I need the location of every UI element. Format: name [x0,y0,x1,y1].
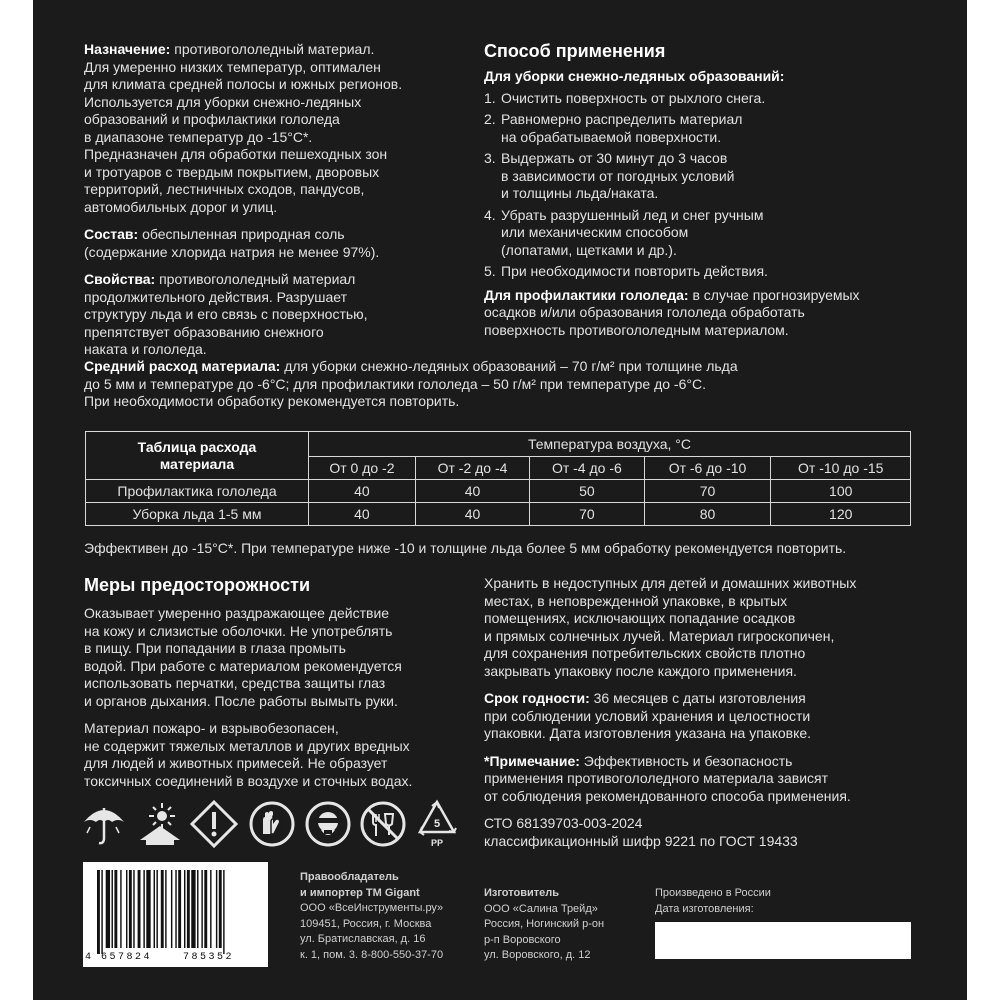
composition-line: обеспыленная природная соль [142,226,345,242]
table-column-header: От 0 до -2 [309,457,416,480]
barcode-bar [126,870,127,948]
rightholder-line: 109451, Россия, г. Москва [300,917,432,930]
barcode-bar [97,870,100,954]
table-cell: 70 [530,503,644,526]
precautions-line: Материал пожаро- и взрывобезопасен, [84,720,339,736]
precautions-line: для людей и животных примесей. Не образует [84,755,388,771]
purpose-line: в диапазоне температур до -15°C*. [84,128,313,145]
composition-label: Состав: [84,226,139,242]
barcode-bar [143,870,144,948]
purpose-line: Используется для уборки снежно-ледяных [84,93,362,110]
step-number: 1. [484,89,496,106]
step-line: Равномерно распределить материал [501,111,743,127]
purpose-block [84,41,464,216]
method-step [484,207,924,260]
table-cell: 50 [530,480,644,503]
standard-line: СТО 68139703-003-2024 [484,815,643,831]
prevention-label: Для профилактики гололеда: [484,286,689,303]
step-number: 2. [484,111,496,127]
barcode-bar [204,870,207,948]
shelf-life-para [484,690,924,743]
manufacturer-label: Изготовитель [484,887,559,899]
consumption-block [84,358,924,421]
precautions-para [84,720,464,790]
step-line: (лопатами, щетками и др.). [501,241,677,258]
origin-block [655,886,915,917]
step-line: и толщины льда/наката. [501,185,659,201]
table-row [86,503,911,526]
purpose-line: территорий, лестничных сходов, пандусов, [84,181,365,197]
manufacture-date-label: Дата изготовления: [655,902,754,915]
storage-line: закрывать упаковку после каждого применения. [484,662,797,679]
barcode-bar [191,870,195,948]
barcode-bar [120,870,121,948]
manufacturer-block [484,886,634,964]
purpose-line: противогололедный материал. [174,41,375,57]
rightholder-line: к. 1, пом. 3. 8-800-550-37-70 [300,948,444,961]
precautions-line: использовать перчатки, средства защиты глаз [84,675,386,691]
precautions-line: в пищу. При попадании в глаза промыть [84,640,346,656]
no-food-icon [359,800,407,848]
properties-block [84,271,464,359]
origin-line: Произведено в России [655,887,771,899]
purpose-line: и тротуаров с твердым покрытием, дворовых [84,163,380,180]
table-row [86,480,911,503]
barcode-bar [138,870,141,948]
step-line: При необходимости повторить действия. [501,263,768,279]
barcode-bar [154,870,155,948]
table-column-header: От -6 до -10 [644,457,771,480]
table-corner [86,432,309,480]
method-step [484,111,924,146]
barcode [83,862,268,967]
rightholder-label: и импортер ТМ Gigant [300,886,420,899]
barcode-bar [106,870,110,948]
gloves-icon [248,800,296,848]
prevention-line: осадков и/или образования гололеда обработать [484,304,805,320]
barcode-bar [216,870,217,948]
storage-para [484,575,924,680]
storage-line: и прямых солнечных лучей. Материал гигроскопичен, [484,627,835,644]
barcode-bar [210,870,211,948]
consumption-line: При необходимости обработку рекомендуется повторить. [84,393,460,409]
step-line: Убрать разрушенный лед и снег ручным [501,206,764,223]
properties-label: Свойства: [84,271,156,287]
consumption-table-wrap [85,431,911,526]
shelf-line: упаковки. Дата изготовления указана на упаковке. [484,725,812,741]
step-line: в зависимости от погодных условий [501,167,735,184]
table-corner-line: материала [159,455,235,472]
barcode-bar [184,870,185,948]
barcode-digits-left: 657824 [101,952,153,963]
shelf-life-label: Срок годности: [484,690,590,706]
consumption-text [84,358,924,411]
step-line: или механическим способом [501,224,689,240]
table-cell: 40 [309,503,416,526]
method-step [484,150,924,203]
properties-line: структуру льда и его связь с поверхностью, [84,306,368,322]
manufacturer-line: ул. Воровского, д. 12 [484,949,591,961]
barcode-bar [156,870,157,948]
barcode-bar [101,870,102,954]
recycle-number: 5 [433,818,441,830]
precautions-para [84,605,464,710]
shelf-line: при соблюдении условий хранения и целостности [484,707,811,724]
barcode-bar [219,870,222,948]
rightholder-label: Правообладатель [300,871,399,883]
note-line: Эффективность и безопасность [583,752,793,769]
barcode-bar [133,870,134,948]
manufacturer-line: Россия, Ногинский р-он [484,918,605,930]
step-number: 5. [484,263,496,279]
precautions-section [84,574,464,800]
sun-protection-icon [136,800,184,848]
table-column-header: От -4 до -6 [530,457,644,480]
composition-line: (содержание хлорида натрия не менее 97%). [84,243,380,260]
step-line: Выдержать от 30 минут до 3 часов [501,150,728,166]
precautions-line: водой. При работе с материалом рекомендуется [84,657,402,674]
recycle-pp-5-icon [412,798,462,850]
precautions-line: токсичных соединений в воздухе и сточных водах. [84,772,413,789]
manufacturer-line: ООО «Салина Трейд» [484,902,598,915]
barcode-bar [187,870,190,948]
standard-line: классификационный шифр 9221 по ГОСТ 19433 [484,832,798,849]
table-row-label: Уборка льда 1-5 мм [86,503,309,526]
method-section [484,40,924,349]
storage-line: для сохранения потребительских свойств плотно [484,645,806,661]
respirator-icon [304,800,352,848]
barcode-bar [175,870,176,948]
precautions-line: Оказывает умеренно раздражающее действие [84,605,390,621]
barcode-bar [165,870,166,948]
note-line: применения противогололедного материала зависят [484,770,829,786]
table-cell: 100 [771,480,911,503]
rightholder-line: ООО «ВсеИнструменты.ру» [300,902,444,914]
note-para [484,753,924,806]
table-cell: 40 [309,480,416,503]
purpose-line: Предназначен для обработки пешеходных зон [84,146,388,162]
manufacturer-line: р-п Воровского [484,933,561,946]
barcode-digit-first: 4 [85,952,93,963]
table-row-label: Профилактика гололеда [86,480,309,503]
storage-line: местах, в неповрежденной упаковке, в крытых [484,592,788,609]
storage-line: помещениях, исключающих попадание осадков [484,610,796,626]
table-cell: 40 [415,503,529,526]
left-column [84,41,464,369]
barcode-bar [129,870,132,948]
consumption-line: до 5 мм и температуре до -6°C; для профилактики гололеда – 50 г/м² при температуре до -6°C. [84,375,706,392]
recycle-material: PP [430,838,444,848]
table-corner-line: Таблица расхода [137,438,257,455]
rightholder-block [300,870,470,963]
barcode-bar [112,870,113,948]
shelf-line: 36 месяцев с даты изготовления [593,690,806,706]
barcode-bar [197,870,198,948]
umbrella-icon [80,800,128,848]
table-column-header: От -10 до -15 [771,457,911,480]
purpose-line: для климата средней полосы и южных регионов. [84,76,403,92]
barcode-bar [114,870,117,948]
table-group-header: Температура воздуха, °C [309,432,911,457]
precautions-line: на кожу и слизистые оболочки. Не употреблять [84,622,393,639]
rightholder-line: ул. Братиславская, д. 16 [300,933,426,945]
table-cell: 40 [415,480,529,503]
properties-line: противогололедный материал [159,271,356,287]
barcode-bar [171,870,172,948]
step-number: 3. [484,150,496,166]
barcode-bar [146,870,150,948]
barcode-digits-right: 785352 [183,952,235,963]
purpose-label: Назначение: [84,41,171,57]
properties-line: продолжительного действия. Разрушает [84,288,347,305]
properties-line: препятствует образованию снежного [84,323,324,340]
step-number: 4. [484,206,496,223]
barcode-bar [178,870,181,948]
consumption-line: для уборки снежно-ледяных образований – 70 г/м² при толщине льда [284,358,738,374]
step-line: Очистить поверхность от рыхлого снега. [501,89,766,106]
note-line: от соблюдения рекомендованного способа применения. [484,787,851,804]
step-line: на обрабатываемой поверхности. [501,128,722,145]
method-title: Способ применения [484,41,666,61]
precautions-line: и органов дыхания. После работы вымыть руки. [84,692,398,709]
composition-block [84,226,464,261]
note-label: *Примечание: [484,752,580,769]
standard-para [484,815,924,850]
precautions-title: Меры предосторожности [84,575,311,595]
table-cell: 120 [771,503,911,526]
method-steps [484,90,924,281]
prevention-block [484,287,924,340]
table-cell: 80 [644,503,771,526]
consumption-table [85,431,911,526]
purpose-line: образований и профилактики гололеда [84,111,340,127]
barcode-bar [223,870,224,954]
prevention-line: поверхность противогололедным материалом. [484,321,789,338]
purpose-line: автомобильных дорог и улиц. [84,198,278,215]
table-column-header: От -2 до -4 [415,457,529,480]
storage-section [484,575,924,860]
barcode-bar [161,870,164,948]
precautions-line: не содержит тяжелых металлов и других вредных [84,737,410,754]
properties-line: наката и гололеда. [84,341,207,357]
barcode-bar [201,870,202,948]
storage-line: Хранить в недоступных для детей и домашних животных [484,575,857,591]
prevention-line: в случае прогнозируемых [692,286,860,303]
effective-note: Эффективен до -15°C*. При температуре ниже -10 и толщине льда более 5 мм обработку рекомендуется повторить. [84,540,847,556]
manufacture-date-box [655,922,911,959]
consumption-label: Средний расход материала: [84,358,281,374]
purpose-line: Для умеренно низких температур, оптимален [84,58,381,75]
method-step [484,263,924,281]
hazard-diamond-icon [190,800,238,848]
method-step [484,90,924,108]
table-cell: 70 [644,480,771,503]
method-subtitle: Для уборки снежно-ледяных образований: [484,68,785,84]
